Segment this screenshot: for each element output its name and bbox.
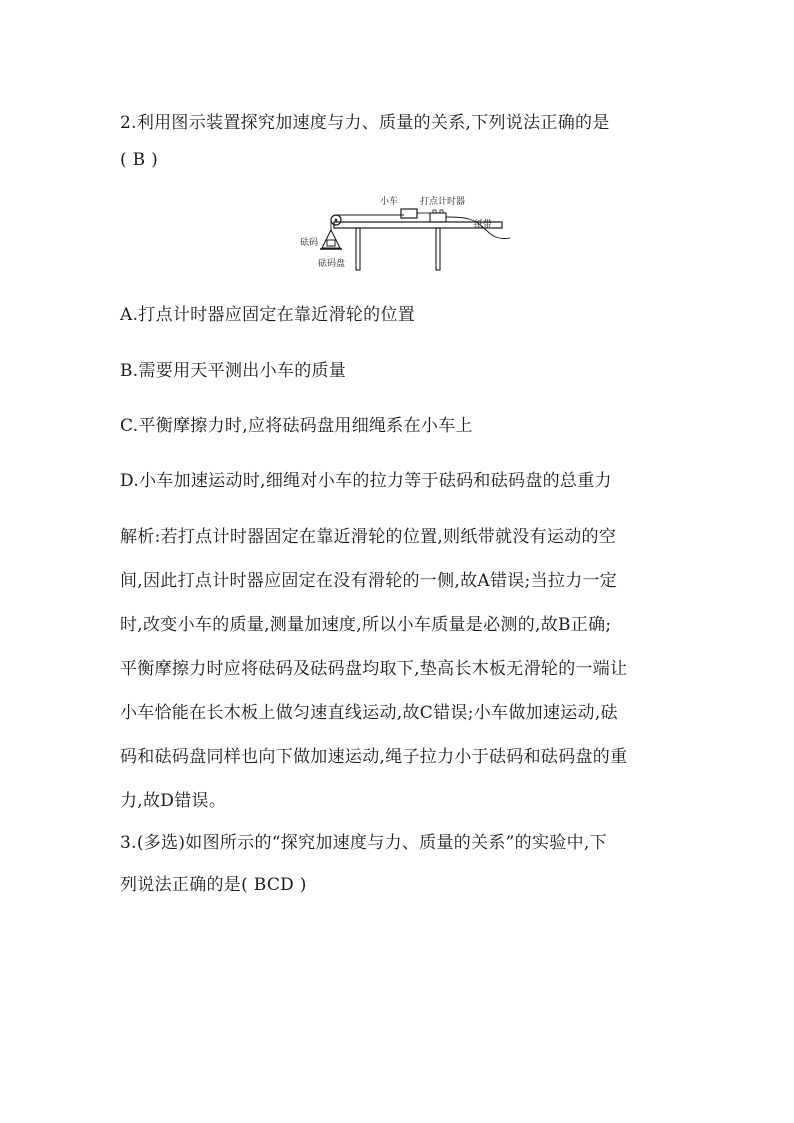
weight-block [327,240,335,246]
option-b: B.需要用天平测出小车的质量 [120,361,347,381]
explanation-line: 时,改变小车的质量,测量加速度,所以小车质量是必测的,故B正确; [120,615,612,635]
explanation-line: 解析:若打点计时器固定在靠近滑轮的位置,则纸带就没有运动的空 [120,527,617,547]
pulley-axle [335,219,338,222]
weight-pan-hanger [322,230,340,248]
label-timer: 打点计时器 [420,197,466,207]
explanation-line: 码和砝码盘同样也向下做加速运动,绳子拉力小于砝码和砝码盘的重 [120,747,628,767]
table-leg-right [436,228,440,270]
explanation-line: 间,因此打点计时器应固定在没有滑轮的一侧,故A错误;当拉力一定 [120,571,618,591]
question-3-stem: 列说法正确的是( BCD ) [120,875,307,895]
explanation-line: 力,故D错误。 [120,791,227,811]
label-car: 小车 [380,197,399,207]
timer-icon [430,213,446,222]
option-d: D.小车加速运动时,细绳对小车的拉力等于砝码和砝码盘的总重力 [120,471,612,491]
explanation-line: 小车恰能在长木板上做匀速直线运动,故C错误;小车做加速运动,砝 [120,703,618,723]
label-pan: 砝码盘 [318,259,346,269]
experiment-figure [296,192,516,274]
question-2-stem: 2.利用图示装置探究加速度与力、质量的关系,下列说法正确的是 [120,113,610,133]
label-weights: 砝码 [300,238,319,248]
option-a: A.打点计时器应固定在靠近滑轮的位置 [120,305,416,325]
question-3-stem: 3.(多选)如图所示的“探究加速度与力、质量的关系”的实验中,下 [120,833,607,853]
question-2-answer: ( B ) [120,150,159,170]
option-c: C.平衡摩擦力时,应将砝码盘用细绳系在小车上 [120,416,473,436]
label-tape: 纸带 [474,220,493,230]
explanation-line: 平衡摩擦力时应将砝码及砝码盘均取下,垫高长木板无滑轮的一端让 [120,659,628,679]
car [401,209,417,218]
table-leg-left [356,228,360,270]
